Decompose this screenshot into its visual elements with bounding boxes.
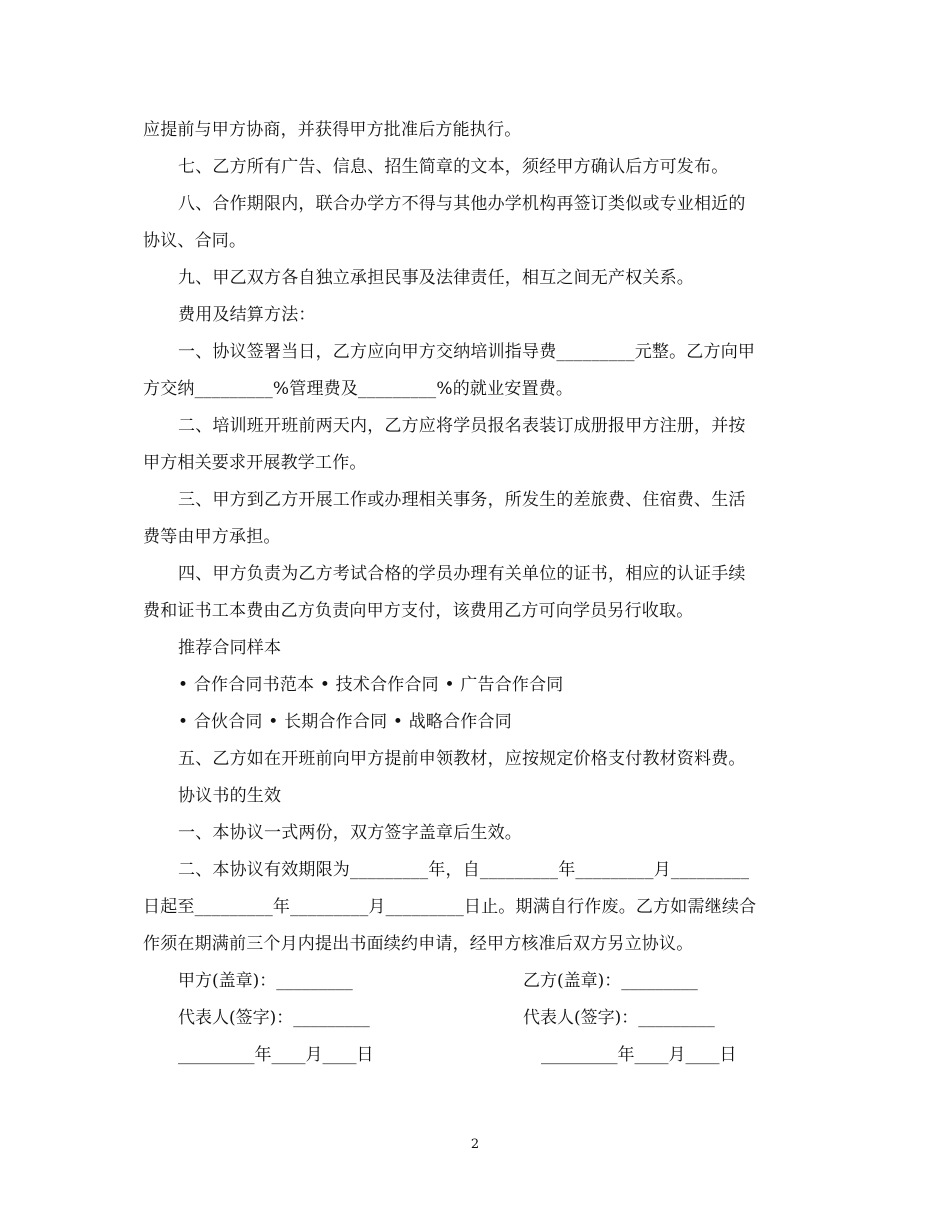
fee-clause-four: 四、甲方负责为乙方考试合格的学员办理有关单位的证书，相应的认证手续 [178,564,746,584]
paragraph-line: 作须在期满前三个月内提出书面续约申请，经甲方核准后双方另立协议。 [143,934,694,954]
fee-clause-three: 三、甲方到乙方开展工作或办理相关事务，所发生的差旅费、住宿费、生活 [178,490,746,510]
paragraph-line: 日起至_________年_________月_________日止。期满自行作废。乙方如需继续合 [143,897,757,917]
clause-eight: 八、合作期限内，联合办学方不得与其他办学机构再签订类似或专业相近的 [178,194,746,214]
effect-clause-two: 二、本协议有效期限为_________年，自_________年_________月_________ [178,860,750,880]
paragraph-line: 甲方相关要求开展教学工作。 [143,453,367,473]
party-b-representative: 代表人(签字)：_________ [523,1008,715,1028]
section-heading-fees: 费用及结算方法： [178,305,316,325]
clause-nine: 九、甲乙双方各自独立承担民事及法律责任，相互之间无产权关系。 [178,268,694,288]
section-heading-effect: 协议书的生效 [178,786,282,806]
fee-clause-five: 五、乙方如在开班前向甲方提前申领教材，应按规定价格支付教材资料费。 [178,749,746,769]
recommended-samples-list: • 合作合同书范本 • 技术合作合同 • 广告合作合同 [178,675,564,695]
party-b-seal: 乙方(盖章)：_________ [523,971,698,991]
recommended-samples-list: • 合伙合同 • 长期合作合同 • 战略合作合同 [178,712,512,732]
paragraph-line: 方交纳_________%管理费及_________%的就业安置费。 [143,379,574,399]
paragraph-line: 费等由甲方承担。 [143,527,281,547]
party-a-representative: 代表人(签字)：_________ [178,1008,370,1028]
effect-clause-one: 一、本协议一式两份，双方签字盖章后生效。 [178,823,522,843]
fee-clause-one: 一、协议签署当日，乙方应向甲方交纳培训指导费_________元整。乙方向甲 [178,342,756,362]
party-b-date: _________年____月____日 [541,1045,737,1065]
paragraph-line: 协议、合同。 [143,231,247,251]
recommended-samples-heading: 推荐合同样本 [178,638,282,658]
paragraph-line: 费和证书工本费由乙方负责向甲方支付，该费用乙方可向学员另行收取。 [143,601,694,621]
party-a-date: _________年____月____日 [178,1045,374,1065]
clause-seven: 七、乙方所有广告、信息、招生简章的文本，须经甲方确认后方可发布。 [178,157,729,177]
paragraph-line: 应提前与甲方协商，并获得甲方批准后方能执行。 [143,120,522,140]
party-a-seal: 甲方(盖章)：_________ [178,971,353,991]
page-number: 2 [470,1137,480,1152]
fee-clause-two: 二、培训班开班前两天内，乙方应将学员报名表装订成册报甲方注册，并按 [178,416,746,436]
